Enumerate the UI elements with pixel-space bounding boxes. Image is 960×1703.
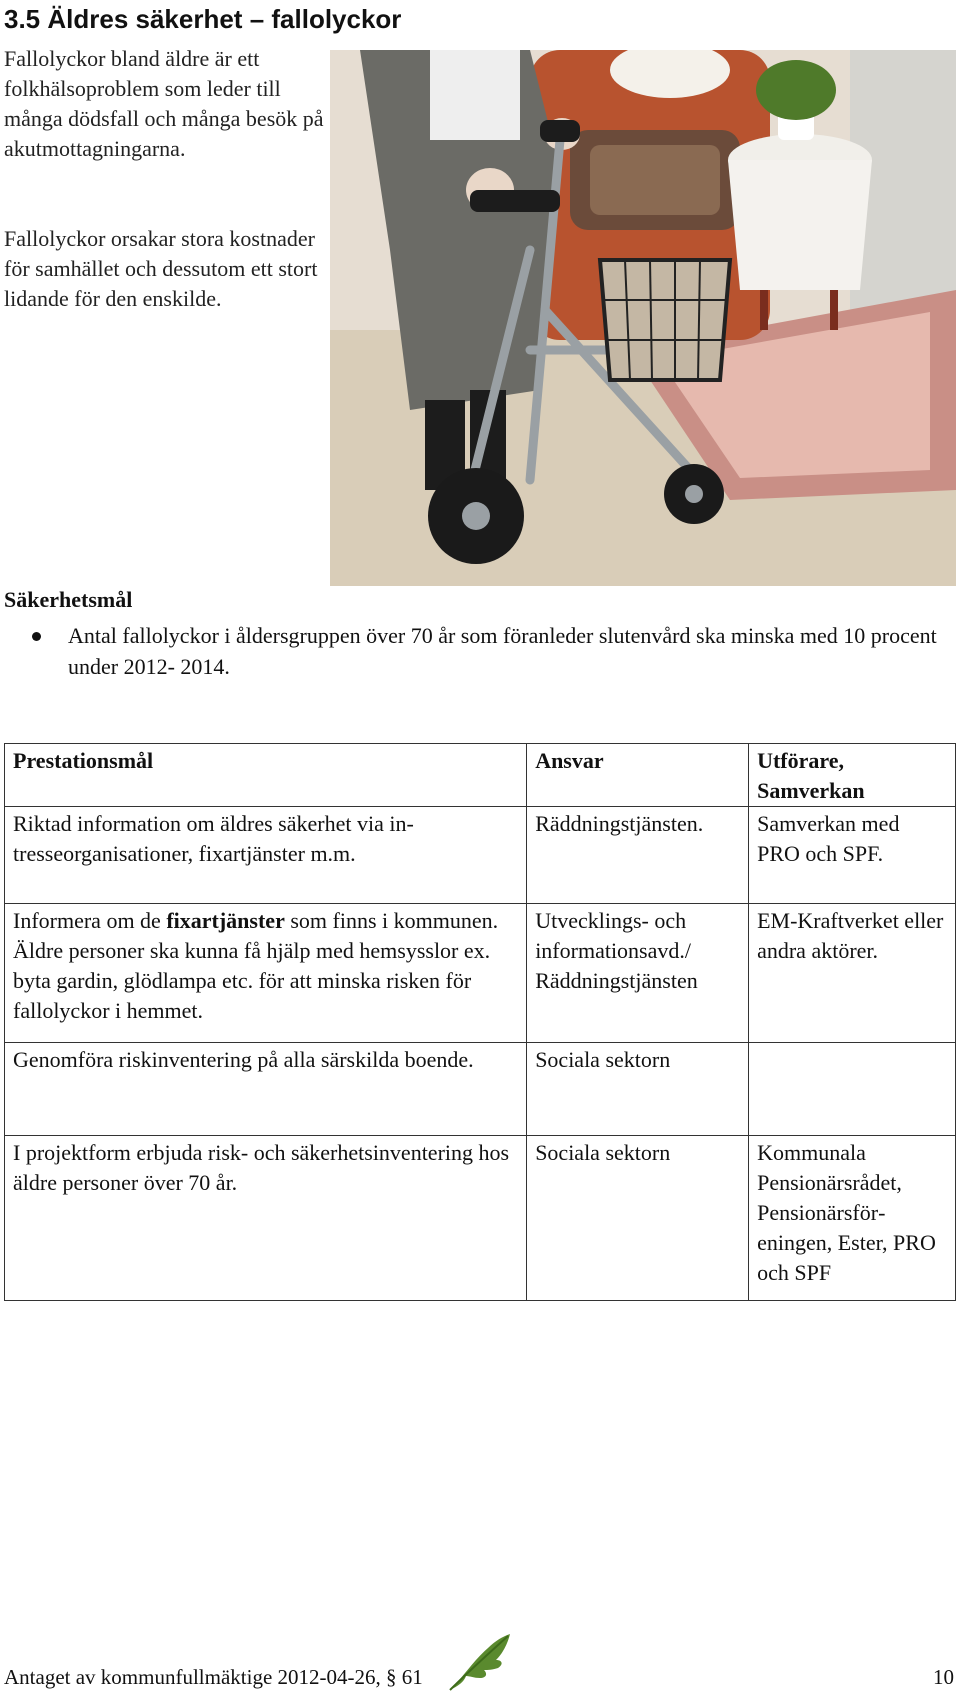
oak-leaf-icon xyxy=(444,1630,514,1694)
header-goal: Prestationsmål xyxy=(5,744,527,807)
footer-adoption-note: Antaget av kommunfullmäktige 2012-04-26, § 61 xyxy=(4,1665,423,1689)
table-row xyxy=(5,904,956,1043)
cell-responsible: Sociala sektorn xyxy=(527,1043,749,1136)
header-performer: Utförare, Samverkan xyxy=(749,744,956,807)
intro-paragraph-2: Fallolyckor orsakar stora kostnader för samhället och dessutom ett stort lidande för den enskilde. xyxy=(4,226,318,311)
cell-performer: Kommunala Pensionärsrådet, Pensionärsföreningen, Ester, PRO och SPF xyxy=(749,1136,956,1301)
table-row xyxy=(5,1136,956,1301)
photo-elderly-with-walker xyxy=(330,50,956,586)
performance-goals-table xyxy=(4,743,956,1301)
cell-goal: Riktad information om äldres säkerhet via intresseorganisationer, fixartjänster m.m. xyxy=(5,807,527,904)
section-heading: 3.5 Äldres säkerhet – fallolyckor xyxy=(4,4,402,34)
cell-goal xyxy=(5,904,527,1043)
cell-goal-text-after: som finns i kommunen. Äldre personer ska kunna få hjälp med hemsysslor ex. byta gardin, glödlampa etc. för att minska risken för fallolyckor i hemmet. xyxy=(13,908,499,1023)
cell-responsible: Utvecklings- och informationsavd./ Räddningstjänsten xyxy=(527,904,749,1043)
table-row xyxy=(5,1043,956,1136)
cell-performer xyxy=(749,1043,956,1136)
cell-goal: I projektform erbjuda risk- och säkerhetsinventering hos äldre personer över 70 år. xyxy=(5,1136,527,1301)
cell-responsible: Räddningstjänsten. xyxy=(527,807,749,904)
table-row xyxy=(5,807,956,904)
cell-goal-bold: fixartjänster xyxy=(166,908,285,933)
page-number: 10 xyxy=(933,1665,954,1689)
cell-responsible: Sociala sektorn xyxy=(527,1136,749,1301)
cell-performer: EM-Kraftverket eller andra aktörer. xyxy=(749,904,956,1043)
safety-goal-title: Säkerhetsmål xyxy=(4,587,133,612)
bullet-icon xyxy=(32,632,41,641)
intro-paragraph-1: Fallolyckor bland äldre är ett folkhälsoproblem som leder till många dödsfall och många besök på akutmottagningarna. xyxy=(4,46,324,161)
table-header-row xyxy=(5,744,956,807)
cell-goal: Genomföra riskinventering på alla särskilda boende. xyxy=(5,1043,527,1136)
cell-performer: Samverkan med PRO och SPF. xyxy=(749,807,956,904)
header-responsible: Ansvar xyxy=(527,744,749,807)
cell-goal-text-before: Informera om de xyxy=(13,908,167,933)
safety-goal-item: Antal fallolyckor i åldersgruppen över 70 år som föranleder slutenvård ska minska med 10 procent under 2012- 2014. xyxy=(68,623,937,679)
